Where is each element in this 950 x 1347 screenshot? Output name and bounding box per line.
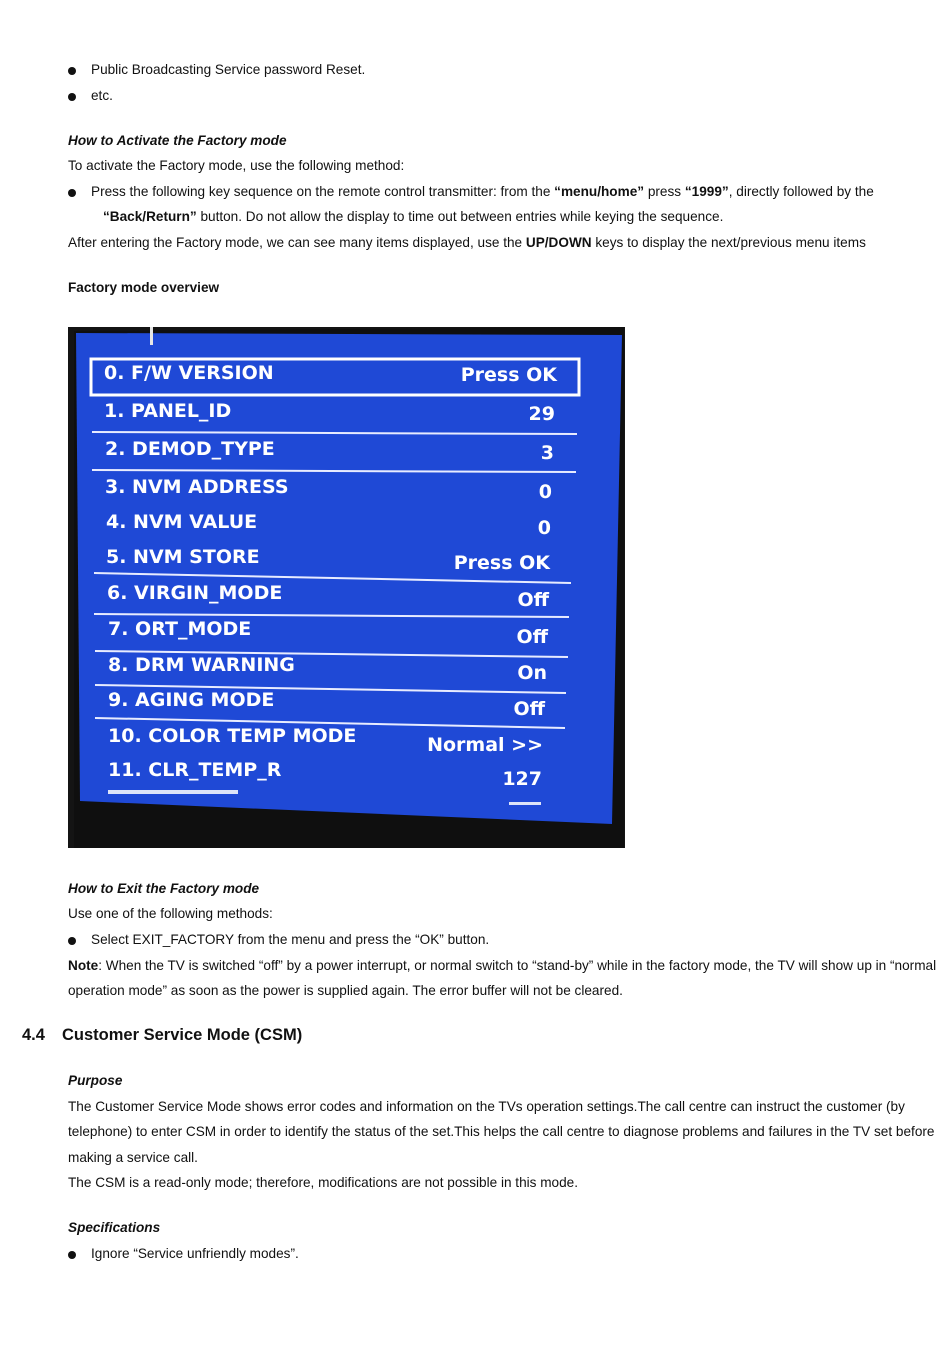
menu-item-value: On xyxy=(517,662,547,684)
menu-item-label: 11. CLR_TEMP_R xyxy=(108,759,282,781)
tv-screen xyxy=(68,327,625,848)
menu-item-value: 3 xyxy=(540,442,554,464)
exit-intro: Use one of the following methods: xyxy=(68,906,273,921)
menu-item-value: Off xyxy=(517,589,549,611)
bullet-dot xyxy=(68,93,76,101)
menu-item-label: 8. DRM WARNING xyxy=(108,654,295,676)
exit-note-line1: Note: When the TV is switched “off” by a power interrupt, or normal switch to “stand-by” while in the factory mode, the TV will show up in “normal xyxy=(68,958,937,973)
menu-item-label: 6. VIRGIN_MODE xyxy=(107,582,283,604)
exit-heading: How to Exit the Factory mode xyxy=(68,881,260,896)
activate-heading: How to Activate the Factory mode xyxy=(68,133,287,148)
menu-item-value: Normal >> xyxy=(427,734,543,756)
spec-heading: Specifications xyxy=(68,1220,161,1235)
activate-intro: To activate the Factory mode, use the following method: xyxy=(68,158,405,173)
bezel-mark xyxy=(150,327,153,345)
menu-item-value: Off xyxy=(516,626,548,648)
menu-item-label: 2. DEMOD_TYPE xyxy=(105,438,275,460)
overview-heading: Factory mode overview xyxy=(68,280,220,295)
menu-item-label: 4. NVM VALUE xyxy=(106,511,258,533)
menu-item-label: 0. F/W VERSION xyxy=(104,362,274,384)
bullet-dot xyxy=(68,189,76,197)
cut-off-value-fragment xyxy=(509,802,541,805)
menu-item-value: Press OK xyxy=(453,552,550,574)
menu-item-label: 7. ORT_MODE xyxy=(108,618,252,640)
purpose-heading: Purpose xyxy=(68,1073,123,1088)
exit-note-line2: operation mode” as soon as the power is supplied again. The error buffer will not be cleared. xyxy=(68,983,623,998)
menu-item-value: 0 xyxy=(538,481,552,503)
purpose-line-1: The Customer Service Mode shows error codes and information on the TVs operation settings.The call centre can instruct the customer (by xyxy=(68,1099,905,1114)
intro-bullet-2: etc. xyxy=(91,88,113,103)
menu-item-value: 127 xyxy=(502,768,542,790)
intro-bullet-1: Public Broadcasting Service password Reset. xyxy=(91,62,366,77)
menu-item-value: Off xyxy=(513,698,545,720)
menu-item-label: 9. AGING MODE xyxy=(108,689,275,711)
bullet-dot xyxy=(68,937,76,945)
menu-item-value: 29 xyxy=(528,403,555,425)
activate-bullet-line1: Press the following key sequence on the remote control transmitter: from the “menu/home” press “1999”, directly followed by the xyxy=(91,184,874,199)
cut-off-row-fragment xyxy=(108,790,238,794)
bullet-dot xyxy=(68,1251,76,1259)
purpose-line-2: telephone) to enter CSM in order to identify the status of the set.This helps the call centre to diagnose problems and failures in the TV set before xyxy=(68,1124,935,1139)
purpose-line-3: making a service call. xyxy=(68,1150,198,1165)
exit-bullet: Select EXIT_FACTORY from the menu and press the “OK” button. xyxy=(91,932,490,947)
factory-menu-photo xyxy=(68,327,625,848)
activate-after: After entering the Factory mode, we can see many items displayed, use the UP/DOWN keys to display the next/previous menu items xyxy=(68,235,866,250)
menu-item-value: Press OK xyxy=(460,364,557,386)
menu-item-label: 5. NVM STORE xyxy=(106,546,260,568)
section-title: Customer Service Mode (CSM) xyxy=(62,1026,303,1044)
spec-bullet: Ignore “Service unfriendly modes”. xyxy=(91,1246,299,1261)
menu-item-label: 10. COLOR TEMP MODE xyxy=(108,725,357,747)
activate-bullet-line2: “Back/Return” button. Do not allow the display to time out between entries while keying the sequence. xyxy=(103,209,724,224)
section-number: 4.4 xyxy=(22,1026,45,1044)
bullet-dot xyxy=(68,67,76,75)
menu-item-value: 0 xyxy=(537,517,551,539)
menu-item-label: 3. NVM ADDRESS xyxy=(105,476,289,498)
menu-item-label: 1. PANEL_ID xyxy=(104,400,232,422)
purpose-line-4: The CSM is a read-only mode; therefore, modifications are not possible in this mode. xyxy=(68,1175,579,1190)
